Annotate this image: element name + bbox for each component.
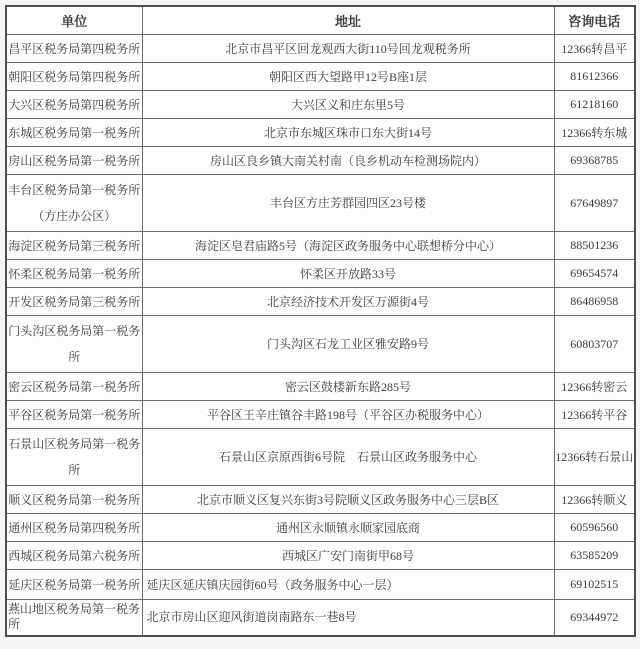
phone-cell: 67649897	[554, 174, 635, 231]
address-cell: 房山区良乡镇大南关村南（良乡机动车检测场院内）	[142, 146, 554, 174]
address-cell: 密云区鼓楼新东路285号	[142, 372, 554, 400]
unit-cell: 西城区税务局第六税务所	[6, 541, 142, 569]
address-cell: 北京市东城区珠市口东大街14号	[142, 118, 554, 146]
header-row	[6, 6, 635, 34]
table-row	[6, 541, 635, 569]
address-cell: 延庆区延庆镇庆园街60号（政务服务中心一层）	[142, 569, 554, 599]
phone-cell: 69344972	[554, 599, 635, 636]
table-row	[6, 569, 635, 599]
table-row	[6, 231, 635, 259]
unit-cell: 大兴区税务局第四税务所	[6, 90, 142, 118]
address-cell: 石景山区京原西街6号院 石景山区政务服务中心	[142, 428, 554, 485]
unit-cell: 朝阳区税务局第四税务所	[6, 62, 142, 90]
address-cell: 丰台区方庄芳群园四区23号楼	[142, 174, 554, 231]
address-cell: 朝阳区西大望路甲12号B座1层	[142, 62, 554, 90]
header-address: 地址	[142, 6, 554, 34]
unit-cell: 石景山区税务局第一税务所	[6, 428, 142, 485]
address-cell: 北京市房山区迎风街道岗南路东一巷8号	[142, 599, 554, 636]
unit-cell: 密云区税务局第一税务所	[6, 372, 142, 400]
address-cell: 海淀区皂君庙路5号（海淀区政务服务中心联想桥分中心）	[142, 231, 554, 259]
unit-cell: 丰台区税务局第一税务所（方庄办公区）	[6, 174, 142, 231]
address-cell: 门头沟区石龙工业区雅安路9号	[142, 315, 554, 372]
table-row	[6, 146, 635, 174]
table-row	[6, 599, 635, 636]
address-cell: 大兴区义和庄东里5号	[142, 90, 554, 118]
phone-cell: 63585209	[554, 541, 635, 569]
table-row	[6, 428, 635, 485]
phone-cell: 12366转石景山	[554, 428, 635, 485]
phone-cell: 12366转密云	[554, 372, 635, 400]
table-row	[6, 174, 635, 231]
table-row	[6, 287, 635, 315]
phone-cell: 86486958	[554, 287, 635, 315]
unit-cell: 延庆区税务局第一税务所	[6, 569, 142, 599]
address-cell: 通州区永顺镇永顺家园底商	[142, 513, 554, 541]
phone-cell: 81612366	[554, 62, 635, 90]
table-row	[6, 485, 635, 513]
phone-cell: 12366转东城	[554, 118, 635, 146]
header-phone: 咨询电话	[554, 6, 635, 34]
phone-cell: 12366转顺义	[554, 485, 635, 513]
phone-cell: 69102515	[554, 569, 635, 599]
unit-cell: 燕山地区税务局第一税务所	[6, 599, 142, 636]
address-cell: 北京市昌平区回龙观西大街110号回龙观税务所	[142, 34, 554, 62]
phone-cell: 60596560	[554, 513, 635, 541]
unit-cell: 昌平区税务局第四税务所	[6, 34, 142, 62]
unit-cell: 平谷区税务局第一税务所	[6, 400, 142, 428]
table-row	[6, 400, 635, 428]
phone-cell: 12366转平谷	[554, 400, 635, 428]
table-row	[6, 90, 635, 118]
table-body	[6, 34, 635, 636]
unit-cell: 东城区税务局第一税务所	[6, 118, 142, 146]
header-unit: 单位	[6, 6, 142, 34]
table-row	[6, 513, 635, 541]
table-row	[6, 259, 635, 287]
tax-office-contact-table	[5, 5, 636, 637]
table-row	[6, 118, 635, 146]
address-cell: 北京经济技术开发区万源街4号	[142, 287, 554, 315]
table-row	[6, 34, 635, 62]
unit-cell: 通州区税务局第四税务所	[6, 513, 142, 541]
table-header	[6, 6, 635, 34]
address-cell: 北京市顺义区复兴东街3号院顺义区政务服务中心三层B区	[142, 485, 554, 513]
table-row	[6, 315, 635, 372]
unit-cell: 海淀区税务局第三税务所	[6, 231, 142, 259]
table-row	[6, 372, 635, 400]
phone-cell: 69654574	[554, 259, 635, 287]
unit-cell: 顺义区税务局第一税务所	[6, 485, 142, 513]
phone-cell: 88501236	[554, 231, 635, 259]
phone-cell: 60803707	[554, 315, 635, 372]
address-cell: 西城区广安门南街甲68号	[142, 541, 554, 569]
unit-cell: 开发区税务局第三税务所	[6, 287, 142, 315]
phone-cell: 61218160	[554, 90, 635, 118]
phone-cell: 69368785	[554, 146, 635, 174]
unit-cell: 房山区税务局第一税务所	[6, 146, 142, 174]
unit-cell: 门头沟区税务局第一税务所	[6, 315, 142, 372]
table-row	[6, 62, 635, 90]
address-cell: 怀柔区开放路33号	[142, 259, 554, 287]
address-cell: 平谷区王辛庄镇谷丰路198号（平谷区办税服务中心）	[142, 400, 554, 428]
unit-cell: 怀柔区税务局第一税务所	[6, 259, 142, 287]
phone-cell: 12366转昌平	[554, 34, 635, 62]
